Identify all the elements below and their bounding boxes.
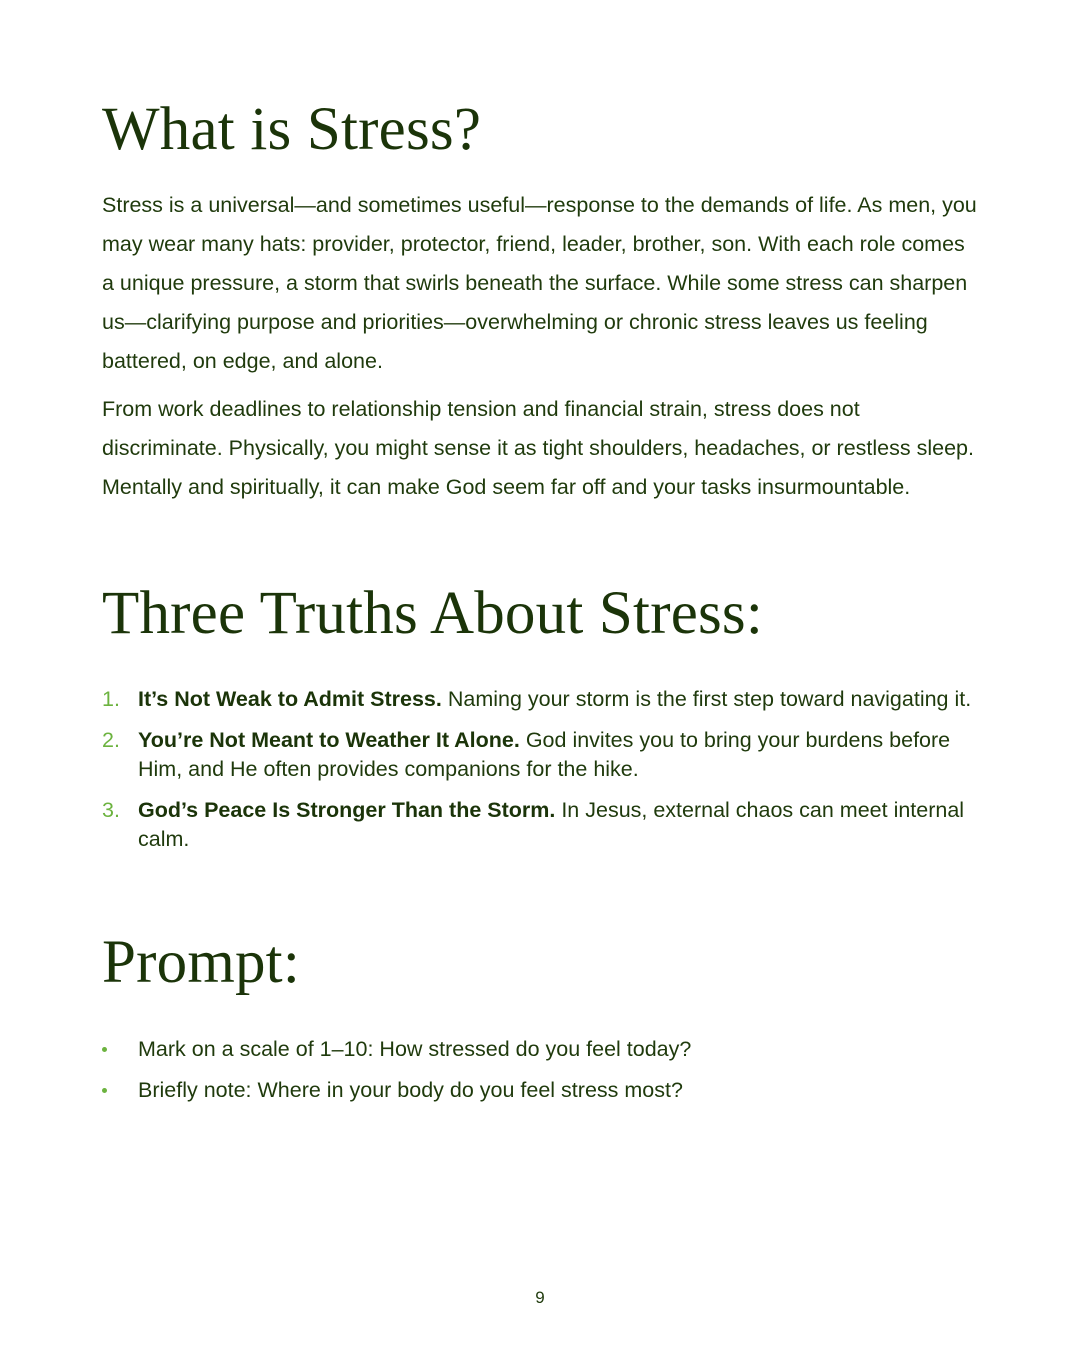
truth-title: You’re Not Meant to Weather It Alone. xyxy=(138,728,520,752)
truth-text: Naming your storm is the first step toward navigating it. xyxy=(441,687,972,711)
prompt-text: Mark on a scale of 1–10: How stressed do you feel today? xyxy=(138,1037,692,1061)
list-item xyxy=(102,1035,980,1064)
paragraph-stress-definition: Stress is a universal—and sometimes useful—response to the demands of life. As men, you may wear many hats: provider, protector, friend, leader, brother, son. With each role comes a unique pressure, a storm that swirls beneath the surface. While some stress can sharpen us—clarifying purpose and priorities—overwhelming or chronic stress leaves us feeling battered, on edge, and alone. xyxy=(102,193,977,373)
prompt-list xyxy=(102,1035,980,1117)
list-number: 1. xyxy=(102,687,120,711)
truth-text: God invites you to bring your burdens before Him, and He often provides companions for the hike. xyxy=(138,728,951,781)
list-item xyxy=(102,1076,980,1105)
list-number: 2. xyxy=(102,728,120,752)
paragraph-stress-sources: From work deadlines to relationship tension and financial strain, stress does not discriminate. Physically, you might sense it as tight shoulders, headaches, or restless sleep. Mentally and spiritually, it can make God seem far off and your tasks insurmountable. xyxy=(102,397,974,499)
section-heading-prompt: Prompt: xyxy=(102,929,300,996)
section-heading-what-is-stress: What is Stress? xyxy=(102,96,482,163)
truth-text: In Jesus, external chaos can meet internal calm. xyxy=(138,798,965,851)
list-item xyxy=(102,796,980,854)
bullet-dot-icon xyxy=(102,1088,107,1093)
list-number: 3. xyxy=(102,798,120,822)
page-number: 9 xyxy=(535,1288,545,1307)
list-item xyxy=(102,726,980,784)
section-heading-three-truths: Three Truths About Stress: xyxy=(102,580,764,647)
list-item xyxy=(102,685,980,714)
prompt-text: Briefly note: Where in your body do you feel stress most? xyxy=(138,1078,683,1102)
truths-list xyxy=(102,685,980,866)
truth-title: God’s Peace Is Stronger Than the Storm. xyxy=(138,798,556,822)
bullet-dot-icon xyxy=(102,1047,107,1052)
truth-title: It’s Not Weak to Admit Stress. xyxy=(138,687,442,711)
